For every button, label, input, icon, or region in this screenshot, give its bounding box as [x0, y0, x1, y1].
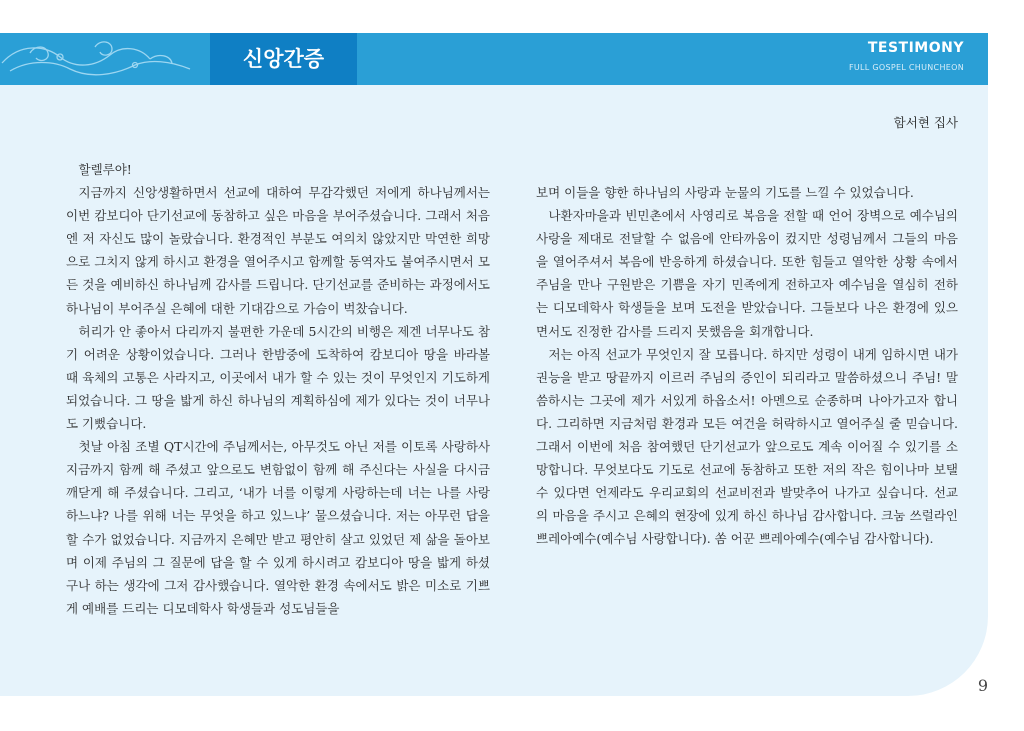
- paragraph: 나환자마을과 빈민촌에서 사영리로 복음을 전할 때 언어 장벽으로 예수님의 사랑을 제대로 전달할 수 없음에 안타까움이 컸지만 성령님께서 그들의 마음을 열어주셔서 복음에 반응하게 하셨습니다. 또한 힘들고 열악한 상황 속에서 주님을 만나 구원받은 기쁨을 자기 민족에게 전하고자 예수님을 열심히 전하는 디모데학사 학생들을 보며 도전을 받았습니다. 그들보다 나은 환경에 있으면서도 진정한 감사를 드리지 못했음을 회개합니다.: [536, 208, 958, 339]
- paragraph: 허리가 안 좋아서 다리까지 불편한 가운데 5시간의 비행은 제겐 너무나도 참기 어려운 상황이었습니다. 그러나 한밤중에 도착하여 캄보디아 땅을 바라볼 때 육체의 고통은 사라지고, 이곳에서 내가 할 수 있는 것이 무엇인지 기도하게 되었습니다. 그 땅을 밟게 하신 하나님의 계획하심에 제가 있다는 것이 너무나도 기뻤습니다.: [66, 323, 490, 432]
- floral-ornament-icon: [0, 33, 205, 85]
- page-number: 9: [977, 676, 988, 695]
- left-column: [66, 158, 490, 620]
- paragraph: 지금까지 신앙생활하면서 선교에 대하여 무감각했던 저에게 하나님께서는 이번 캄보디아 단기선교에 동참하고 싶은 마음을 부어주셨습니다. 그래서 처음엔 저 자신도 많이 놀랐습니다. 환경적인 부분도 여의치 않았지만 막연한 희망으로 그치지 않게 하시고 환경을 열어주시고 함께할 동역자도 붙여주시면서 모든 것을 예비하신 하나님께 감사를 드립니다. 단기선교를 준비하는 과정에서도 하나님이 부어주실 은혜에 대한 기대감으로 가슴이 벅찼습니다.: [66, 185, 490, 316]
- paragraph: 첫날 아침 조별 QT시간에 주님께서는, 아무것도 아닌 저를 이토록 사랑하사 지금까지 함께 해 주셨고 앞으로도 변함없이 함께 해 주신다는 사실을 다시금 깨닫게 해 주셨습니다. 그리고, ‘내가 너를 이렇게 사랑하는데 너는 나를 사랑하느냐? 나를 위해 너는 무엇을 하고 있느냐’ 물으셨습니다. 저는 아무런 답을 할 수가 없었습니다. 지금까지 은혜만 받고 평안히 살고 있었던 제 삶을 돌아보며 이제 주님의 그 질문에 답을 할 수 있게 하시려고 캄보디아 땅을 밟게 하셨구나 하는 생각에 그저 감사했습니다. 열악한 환경 속에서도 밝은 미소로 기쁘게 예배를 드리는 디모데학사 학생들과 성도님들을: [66, 439, 490, 616]
- paragraph: 저는 아직 선교가 무엇인지 잘 모릅니다. 하지만 성령이 내게 임하시면 내가 권능을 받고 땅끝까지 이르러 주님의 증인이 되리라고 말씀하셨으니 주님! 말씀하시는 그곳에 제가 서있게 하옵소서! 아멘으로 순종하며 나아가고자 합니다. 그리하면 지금처럼 환경과 모든 여건을 허락하시고 열어주실 줄 믿습니다. 그래서 이번에 처음 참여했던 단기선교가 앞으로도 계속 이어질 수 있기를 소망합니다. 무엇보다도 기도로 선교에 동참하고 또한 저의 작은 힘이나마 보탤 수 있다면 언제라도 우리교회의 선교비전과 발맞추어 나가고 싶습니다. 선교의 마음을 주시고 은혜의 현장에 있게 하신 하나님 감사합니다. 크눔 쓰럴라인 쁘레아예수(예수님 사랑합니다). 쏨 어꾼 쁘레아예수(예수님 감사합니다).: [536, 346, 958, 547]
- author-name: 함서현 집사: [893, 115, 958, 130]
- paragraph: 보며 이들을 향한 하나님의 사랑과 눈물의 기도를 느낄 수 있었습니다.: [536, 185, 914, 200]
- paragraph: 할렐루야!: [78, 162, 132, 177]
- testimony-label: TESTIMONY: [867, 40, 964, 56]
- section-title: 신앙간증: [242, 47, 325, 71]
- church-label: FULL GOSPEL CHUNCHEON: [848, 63, 964, 72]
- right-column: [536, 181, 958, 551]
